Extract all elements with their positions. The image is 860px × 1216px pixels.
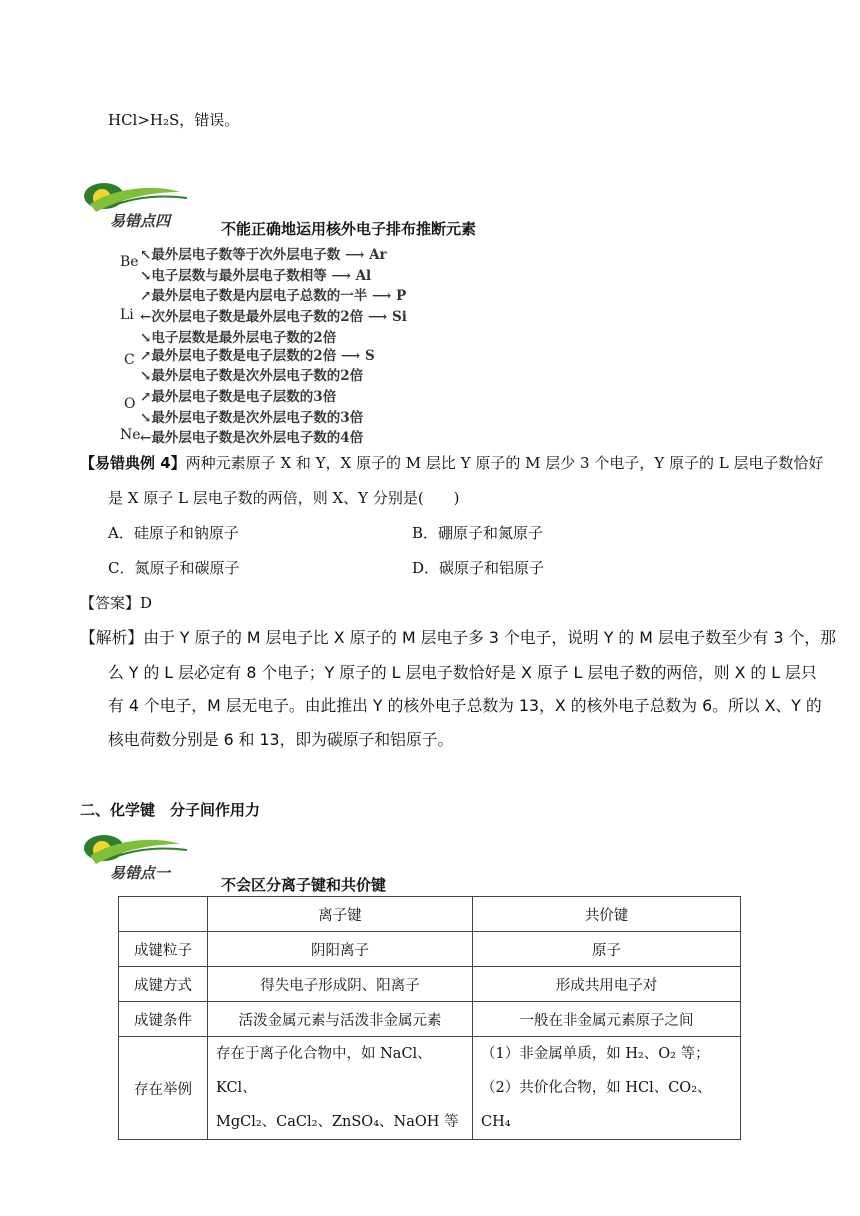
ionic-cell: 阴阳离子 <box>208 932 473 967</box>
elem-ne: Ne <box>120 427 141 443</box>
table-row <box>119 967 741 1002</box>
covalent-cell: 一般在非金属元素原子之间 <box>473 1002 741 1037</box>
option-b: B．硼原子和氮原子 <box>412 524 544 542</box>
diagram-line: ↗最外层电子数是电子层数的2倍 ⟶ S <box>140 348 375 364</box>
table-header-cell <box>119 897 208 932</box>
diagram-line: ↗最外层电子数是内层电子总数的一半 ⟶ P <box>140 288 407 304</box>
covalent-cell: （1）非金属单质，如 H₂、O₂ 等； （2）共价化合物，如 HCl、CO₂、CH₄ <box>473 1037 741 1140</box>
example4-line1: 【易错典例 4】两种元素原子 X 和 Y，X 原子的 M 层比 Y 原子的 M 层少 3 个电子，Y 原子的 L 层电子数恰好 <box>80 454 824 472</box>
covalent-cell: 原子 <box>473 932 741 967</box>
ionic-cell: 得失电子形成阴、阳离子 <box>208 967 473 1002</box>
analysis-line: 核电荷数分别是 6 和 13，即为碳原子和铝原子。 <box>108 730 454 749</box>
option-d: D．碳原子和铝原子 <box>412 559 545 577</box>
elem-li: Li <box>120 307 134 323</box>
diagram-line: ↗最外层电子数是电子层数的3倍 <box>140 389 337 405</box>
ionic-cell: 活泼金属元素与活泼非金属元素 <box>208 1002 473 1037</box>
table-row <box>119 1037 741 1140</box>
elem-o: O <box>124 396 136 412</box>
elem-c: C <box>124 352 135 368</box>
analysis-line: 么 Y 的 L 层必定有 8 个电子；Y 原子的 L 层电子数恰好是 X 原子 L 层电子数的两倍，则 X 的 L 层只 <box>108 663 817 682</box>
top-line: HCl>H₂S，错误。 <box>108 111 240 129</box>
diagram-line: ↘电子层数与最外层电子数相等 ⟶ Al <box>140 268 372 284</box>
row-label: 成键方式 <box>119 967 208 1002</box>
analysis-line: 【解析】由于 Y 原子的 M 层电子比 X 原子的 M 层电子多 3 个电子，说明 Y 的 M 层电子数至少有 3 个，那 <box>80 628 836 647</box>
diagram-line: ↖最外层电子数等于次外层电子数 ⟶ Ar <box>140 247 387 263</box>
section4-title: 不能正确地运用核外电子排布推断元素 <box>221 220 477 238</box>
ionic-cell: 存在于离子化合物中，如 NaCl、KCl、 MgCl₂、CaCl₂、ZnSO₄、NaOH 等 <box>208 1037 473 1140</box>
covalent-cell: 形成共用电子对 <box>473 967 741 1002</box>
table-row <box>119 932 741 967</box>
diagram-line: ←次外层电子数是最外层电子数的2倍 ⟶ Si <box>140 309 407 325</box>
example4-line2: 是 X 原子 L 层电子数的两倍，则 X、Y 分别是( ) <box>108 489 460 507</box>
diagram-line: ←最外层电子数是次外层电子数的4倍 <box>140 430 364 446</box>
table-header-cell: 离子键 <box>208 897 473 932</box>
diagram-line: ↘最外层电子数是次外层电子数的3倍 <box>140 410 364 426</box>
bond-comparison-table <box>118 896 741 1140</box>
row-label: 成键粒子 <box>119 932 208 967</box>
section2-badge-text: 易错点一 <box>110 864 171 882</box>
option-a: A．硅原子和钠原子 <box>108 524 239 542</box>
diagram-line: ↘电子层数是最外层电子数的2倍 <box>140 330 337 346</box>
section2-title: 不会区分离子键和共价键 <box>221 876 387 894</box>
table-row <box>119 1002 741 1037</box>
table-header-cell: 共价键 <box>473 897 741 932</box>
section2-heading: 二、化学键 分子间作用力 <box>80 801 261 819</box>
diagram-line: ↘最外层电子数是次外层电子数的2倍 <box>140 368 364 384</box>
example4-label: 【易错典例 4】 <box>80 454 186 472</box>
table-header-row <box>119 897 741 932</box>
option-c: C．氮原子和碳原子 <box>108 559 240 577</box>
answer: 【答案】D <box>80 594 153 612</box>
analysis-line: 有 4 个电子，M 层无电子。由此推出 Y 的核外电子总数为 13，X 的核外电子总数为 6。所以 X、Y 的 <box>108 696 822 715</box>
row-label: 存在举例 <box>119 1037 208 1140</box>
elem-be: Be <box>120 254 139 270</box>
section4-badge-text: 易错点四 <box>110 212 171 230</box>
row-label: 成键条件 <box>119 1002 208 1037</box>
